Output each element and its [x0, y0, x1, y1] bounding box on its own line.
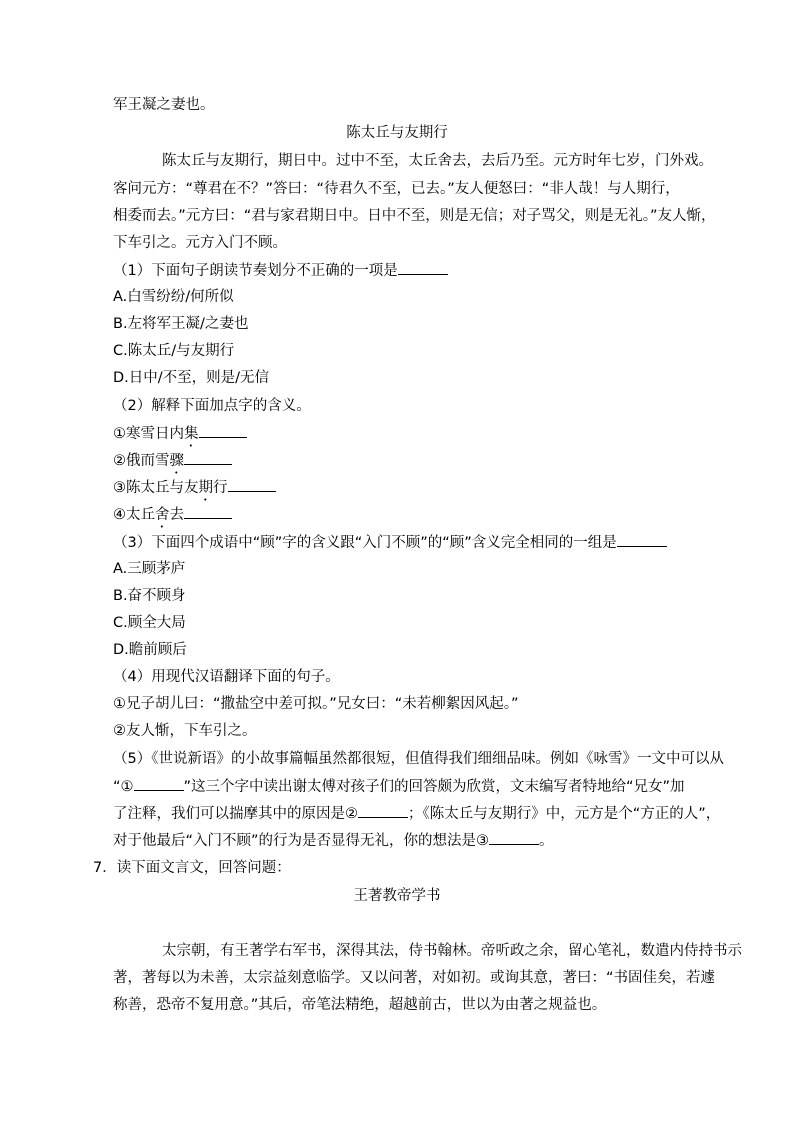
- option-b: B.奋不顾身: [113, 588, 186, 604]
- option-a: A.白雪纷纷/何所似: [113, 289, 234, 305]
- question-5-line: [113, 830, 554, 851]
- option-c: C.陈太丘/与友期行: [113, 343, 235, 359]
- dotted-char: 骤: [169, 453, 184, 469]
- sub-item: ②友人惭，下车引之。: [113, 723, 257, 739]
- sub-item-text: 去: [169, 507, 184, 523]
- sub-item-text: ②俄而雪: [113, 453, 170, 469]
- question-text: “①: [113, 779, 134, 795]
- option-c: C.顾全大局: [113, 615, 186, 631]
- passage-title: 王著教帝学书: [353, 888, 441, 904]
- sub-item: ①兄子胡儿曰：“撒盐空中差可拟。”兄女曰：“未若柳絮因风起。”: [113, 696, 519, 712]
- dotted-char: 集: [184, 426, 199, 442]
- passage-line: 陈太丘与友期行，期日中。过中不至，太丘舍去，去后乃至。元方时年七岁，门外戏。: [162, 153, 713, 169]
- passage-line: 下车引之。元方入门不顾。: [113, 235, 287, 251]
- option-d: D.日中/不至，则是/无信: [113, 370, 270, 386]
- answer-blank: [398, 260, 448, 275]
- question-5-line: [113, 803, 720, 824]
- passage-title: 陈太丘与友期行: [346, 125, 448, 141]
- text-line: 军王凝之妻也。: [113, 97, 215, 113]
- question-text: 。: [539, 833, 554, 849]
- sub-item: [113, 423, 247, 450]
- option-d: D.瞻前顾后: [113, 642, 187, 658]
- dotted-char: 舍: [155, 507, 170, 523]
- sub-item-text: 行: [213, 480, 228, 496]
- passage-line: 太宗朝，有王著学右军书，深得其法，侍书翰林。帝听政之余，留心笔礼，数遣内侍持书示: [162, 943, 742, 959]
- question-3: [113, 532, 667, 553]
- answer-blank: [228, 477, 276, 492]
- answer-blank: [134, 776, 184, 791]
- answer-blank: [489, 830, 539, 845]
- question-text: （1）下面句子朗读节奏划分不正确的一项是: [113, 263, 398, 279]
- answer-blank: [184, 504, 232, 519]
- dotted-char: 期: [198, 480, 213, 496]
- option-a: A.三顾茅庐: [113, 561, 186, 577]
- sub-item: [113, 504, 232, 531]
- question-7: 7．读下面文言文，回答问题：: [93, 860, 291, 876]
- passage-line: 称善，恐帝不复用意。”其后，帝笔法精绝，超越前古，世以为由著之规益也。: [113, 997, 607, 1013]
- question-1: [113, 260, 448, 281]
- passage-line: 相委而去。”元方曰：“君与家君期日中。日中不至，则是无信；对子骂父，则是无礼。”友人惭，: [113, 208, 716, 224]
- option-b: B.左将军王凝/之妻也: [113, 316, 249, 332]
- sub-item-text: ①寒雪日内: [113, 426, 184, 442]
- sub-item: [113, 450, 232, 477]
- sub-item-text: ③陈太丘与友: [113, 480, 199, 496]
- question-4: （4）用现代汉语翻译下面的句子。: [113, 669, 340, 685]
- passage-line: 客问元方：“尊君在不？”答曰：“待君久不至，已去。”友人便怒曰：“非人哉！与人期行，: [113, 181, 680, 197]
- answer-blank: [358, 803, 408, 818]
- question-text: 了注释，我们可以揣摩其中的原因是②: [113, 806, 358, 822]
- answer-blank: [184, 450, 232, 465]
- question-5-line: [113, 776, 685, 797]
- question-text: ”这三个字中读出谢太傅对孩子们的回答颇为欣赏，文末编写者特地给“兄女”加: [183, 779, 685, 795]
- question-text: （3）下面四个成语中“顾”字的含义跟“入门不顾”的“顾”含义完全相同的一组是: [113, 535, 617, 551]
- answer-blank: [617, 532, 667, 547]
- sub-item: [113, 477, 276, 504]
- question-5: （5）《世说新语》的小故事篇幅虽然都很短，但值得我们细细品味。例如《咏雪》一文中可以从: [113, 751, 724, 767]
- question-2: （2）解释下面加点字的含义。: [113, 398, 311, 414]
- question-text: ；《陈太丘与友期行》中，元方是个“方正的人”，: [408, 806, 721, 822]
- passage-line: 著，著每以为未善，太宗益刻意临学。又以问著，对如初。或询其意，著曰：“书固佳矣，若遽: [113, 970, 716, 986]
- answer-blank: [199, 423, 247, 438]
- question-text: 对于他最后“入门不顾”的行为是否显得无礼，你的想法是③: [113, 833, 490, 849]
- sub-item-text: ④太丘: [113, 507, 155, 523]
